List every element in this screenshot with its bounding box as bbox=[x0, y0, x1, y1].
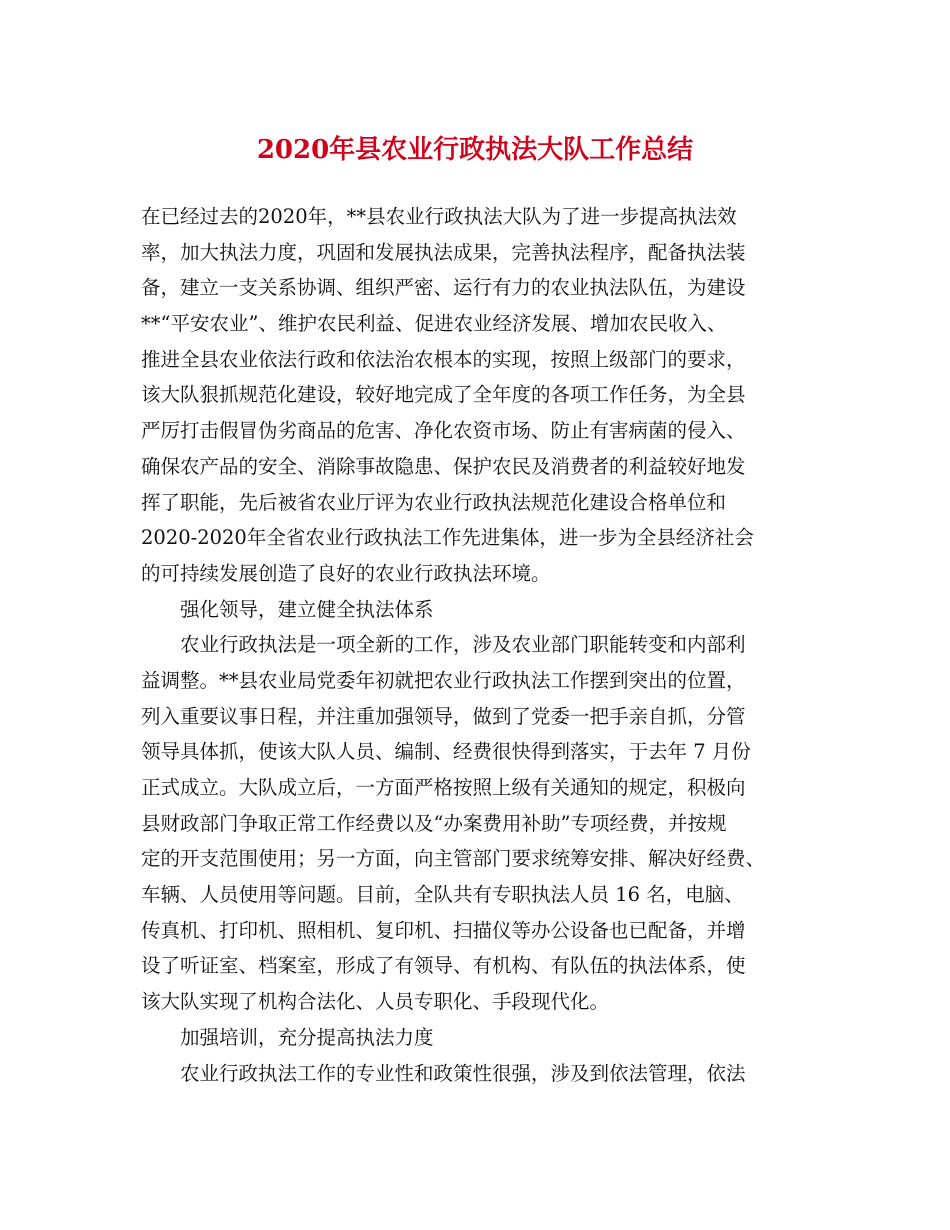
paragraph-line: 设了听证室、档案室，形成了有领导、有机构、有队伍的执法体系，使 bbox=[141, 954, 746, 978]
document-body bbox=[141, 199, 813, 1091]
paragraph-line: 列入重要议事日程，并注重加强领导，做到了党委一把手亲自抓，分管 bbox=[141, 704, 746, 728]
paragraph-line: 严厉打击假冒伪劣商品的危害、净化农资市场、防止有害病菌的侵入、 bbox=[141, 419, 746, 443]
document-title: 2020年县农业行政执法大队工作总结 bbox=[256, 135, 694, 165]
paragraph-line: 定的开支范围使用；另一方面，向主管部门要求统筹安排、解决好经费、 bbox=[141, 847, 766, 871]
section-heading: 强化领导，建立健全执法体系 bbox=[180, 597, 434, 621]
paragraph-line: 县财政部门争取正常工作经费以及“办案费用补助”专项经费，并按规 bbox=[141, 811, 727, 835]
paragraph-line: 备，建立一支关系协调、组织严密、运行有力的农业执法队伍，为建设 bbox=[141, 276, 746, 300]
paragraph-line: 的可持续发展创造了良好的农业行政执法环境。 bbox=[141, 561, 551, 585]
paragraph-line: 益调整。**县农业局党委年初就把农业行政执法工作摆到突出的位置， bbox=[141, 668, 746, 692]
paragraph-line: 率，加大执法力度，巩固和发展执法成果，完善执法程序，配备执法装 bbox=[141, 240, 746, 264]
paragraph-line: 2020-2020年全省农业行政执法工作先进集体，进一步为全县经济社会 bbox=[141, 526, 754, 550]
paragraph-line: 推进全县农业依法行政和依法治农根本的实现，按照上级部门的要求， bbox=[141, 347, 746, 371]
paragraph-line: 农业行政执法工作的专业性和政策性很强，涉及到依法管理，依法 bbox=[180, 1061, 746, 1085]
paragraph-line: 挥了职能，先后被省农业厅评为农业行政执法规范化建设合格单位和 bbox=[141, 490, 727, 514]
paragraph-line: 该大队实现了机构合法化、人员专职化、手段现代化。 bbox=[141, 990, 610, 1014]
paragraph-line: **“平安农业”、维护农民利益、促进农业经济发展、增加农民收入、 bbox=[141, 312, 727, 336]
paragraph-line: 农业行政执法是一项全新的工作，涉及农业部门职能转变和内部利 bbox=[180, 633, 746, 657]
paragraph-line: 领导具体抓，使该大队人员、编制、经费很快得到落实，于去年 7 月份 bbox=[141, 740, 751, 764]
paragraph-line: 车辆、人员使用等问题。目前，全队共有专职执法人员 16 名，电脑、 bbox=[141, 883, 744, 907]
paragraph-line: 正式成立。大队成立后，一方面严格按照上级有关通知的规定，积极向 bbox=[141, 776, 746, 799]
paragraph-line: 确保农产品的安全、消除事故隐患、保护农民及消费者的利益较好地发 bbox=[141, 454, 746, 478]
paragraph-line: 该大队狠抓规范化建设，较好地完成了全年度的各项工作任务，为全县 bbox=[141, 383, 746, 407]
section-heading: 加强培训，充分提高执法力度 bbox=[180, 1025, 434, 1049]
paragraph-line: 在已经过去的2020年，**县农业行政执法大队为了进一步提高执法效 bbox=[141, 205, 737, 228]
paragraph-line: 传真机、打印机、照相机、复印机、扫描仪等办公设备也已配备，并增 bbox=[141, 918, 746, 942]
